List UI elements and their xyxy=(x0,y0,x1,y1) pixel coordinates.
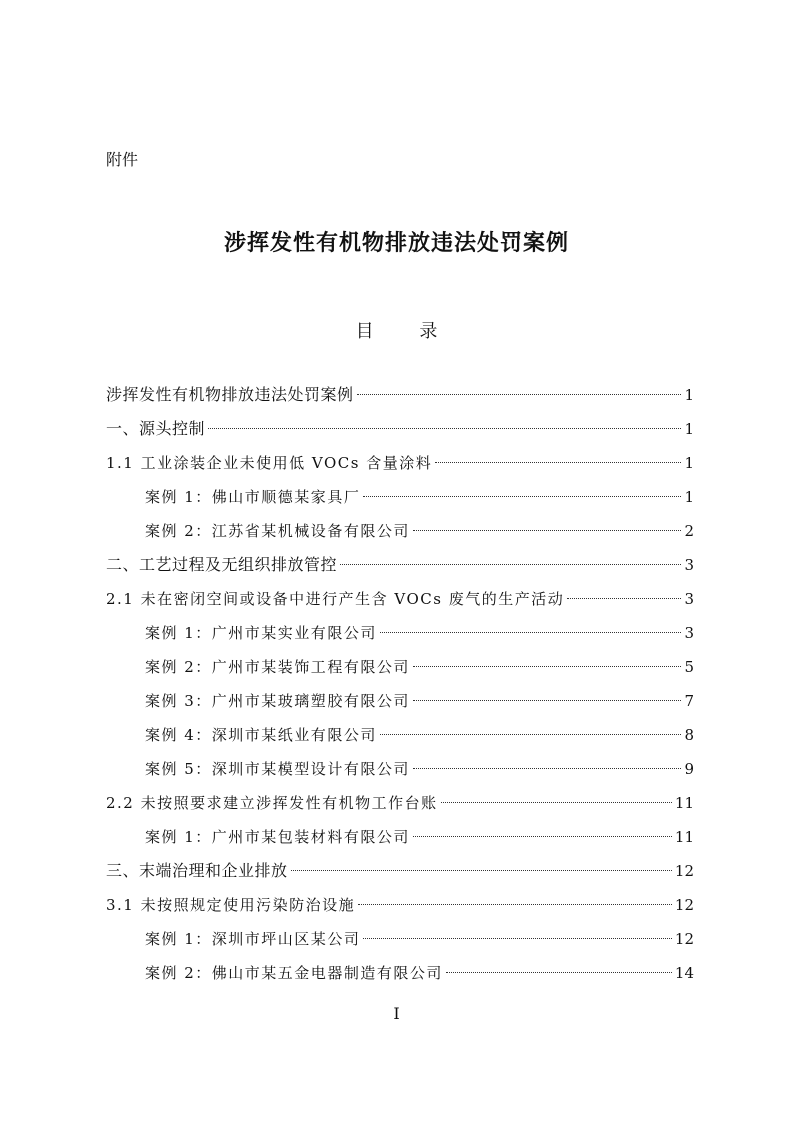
toc-entry-title: 涉挥发性有机物排放违法处罚案例 xyxy=(106,385,354,404)
toc-entry-title: 案例 2：佛山市某五金电器制造有限公司 xyxy=(145,964,443,982)
toc-entry[interactable] xyxy=(106,926,694,960)
toc-entry-title: 案例 1：广州市某包装材料有限公司 xyxy=(145,828,410,846)
toc-entry-title: 一、源头控制 xyxy=(106,419,206,438)
toc-entry[interactable] xyxy=(106,858,694,892)
toc-entry-title: 案例 1：广州市某实业有限公司 xyxy=(145,624,377,642)
toc-leader-dots xyxy=(340,564,681,565)
toc-leader-dots xyxy=(208,428,681,429)
toc-entry-title: 三、末端治理和企业排放 xyxy=(106,861,288,880)
toc-entry-title: 案例 2：江苏省某机械设备有限公司 xyxy=(145,522,410,540)
toc-leader-dots xyxy=(358,904,672,905)
toc-entry-page: 1 xyxy=(684,420,694,438)
toc-entry-page: 9 xyxy=(684,760,694,778)
toc-entry-title: 二、工艺过程及无组织排放管控 xyxy=(106,555,338,574)
toc-entry-title: 2.1 未在密闭空间或设备中进行产生含 VOCs 废气的生产活动 xyxy=(106,590,565,608)
toc-entry-page: 1 xyxy=(684,454,694,472)
toc-leader-dots xyxy=(357,394,682,395)
toc-entry[interactable] xyxy=(106,892,694,926)
toc-entry[interactable] xyxy=(106,824,694,858)
toc-entry[interactable] xyxy=(106,688,694,722)
toc-leader-dots xyxy=(413,768,682,769)
toc-entry-page: 5 xyxy=(684,658,694,676)
toc-entry[interactable] xyxy=(106,416,694,450)
toc-entry-page: 8 xyxy=(684,726,694,744)
toc-entry-page: 7 xyxy=(684,692,694,710)
toc-entry-title: 1.1 工业涂装企业未使用低 VOCs 含量涂料 xyxy=(106,454,433,472)
toc-entry-title: 2.2 未按照要求建立涉挥发性有机物工作台账 xyxy=(106,794,438,812)
page-number: I xyxy=(393,1004,400,1023)
document-title: 涉挥发性有机物排放违法处罚案例 xyxy=(223,230,569,256)
toc-entry-page: 12 xyxy=(674,896,694,914)
toc-leader-dots xyxy=(413,666,682,667)
toc-leader-dots xyxy=(567,598,681,599)
toc-leader-dots xyxy=(413,700,682,701)
toc-entry-page: 3 xyxy=(684,624,694,642)
annex-label: 附件 xyxy=(106,150,139,169)
toc-entry-title: 案例 3：广州市某玻璃塑胶有限公司 xyxy=(145,692,410,710)
toc-leader-dots xyxy=(380,632,682,633)
toc-entry[interactable] xyxy=(106,382,694,416)
toc-entry-page: 3 xyxy=(684,556,694,574)
toc-entry-title: 案例 1：佛山市顺德某家具厂 xyxy=(145,488,361,506)
toc-leader-dots xyxy=(413,836,672,837)
toc-entry-title: 案例 2：广州市某装饰工程有限公司 xyxy=(145,658,410,676)
toc-entry-title: 案例 1：深圳市坪山区某公司 xyxy=(145,930,361,948)
toc-entry-page: 2 xyxy=(684,522,694,540)
toc-entry-title: 案例 4：深圳市某纸业有限公司 xyxy=(145,726,377,744)
toc-entry[interactable] xyxy=(106,518,694,552)
toc-leader-dots xyxy=(446,972,672,973)
toc-entry-page: 14 xyxy=(674,964,694,982)
toc-leader-dots xyxy=(435,462,681,463)
toc-entry[interactable] xyxy=(106,450,694,484)
toc-entry[interactable] xyxy=(106,722,694,756)
toc-entry-page: 11 xyxy=(674,828,694,846)
toc-leader-dots xyxy=(380,734,682,735)
toc-leader-dots xyxy=(363,938,672,939)
toc-entry-page: 12 xyxy=(674,862,694,880)
toc-entry-page: 12 xyxy=(674,930,694,948)
toc-entry[interactable] xyxy=(106,654,694,688)
toc-entry-page: 1 xyxy=(684,386,694,404)
toc-entry-page: 11 xyxy=(674,794,694,812)
toc-entry[interactable] xyxy=(106,790,694,824)
toc-leader-dots xyxy=(363,496,681,497)
toc-leader-dots xyxy=(413,530,682,531)
toc-entry[interactable] xyxy=(106,484,694,518)
toc-entry-title: 3.1 未按照规定使用污染防治设施 xyxy=(106,896,356,914)
toc-leader-dots xyxy=(441,802,672,803)
toc-entry-page: 3 xyxy=(684,590,694,608)
toc-entry[interactable] xyxy=(106,960,694,994)
toc-leader-dots xyxy=(291,870,672,871)
toc-heading: 目 录 xyxy=(355,321,458,342)
toc-entry[interactable] xyxy=(106,756,694,790)
toc-entry[interactable] xyxy=(106,586,694,620)
toc-entry-page: 1 xyxy=(684,488,694,506)
toc-entry-title: 案例 5：深圳市某模型设计有限公司 xyxy=(145,760,410,778)
toc-entry[interactable] xyxy=(106,620,694,654)
table-of-contents xyxy=(106,382,694,994)
toc-entry[interactable] xyxy=(106,552,694,586)
